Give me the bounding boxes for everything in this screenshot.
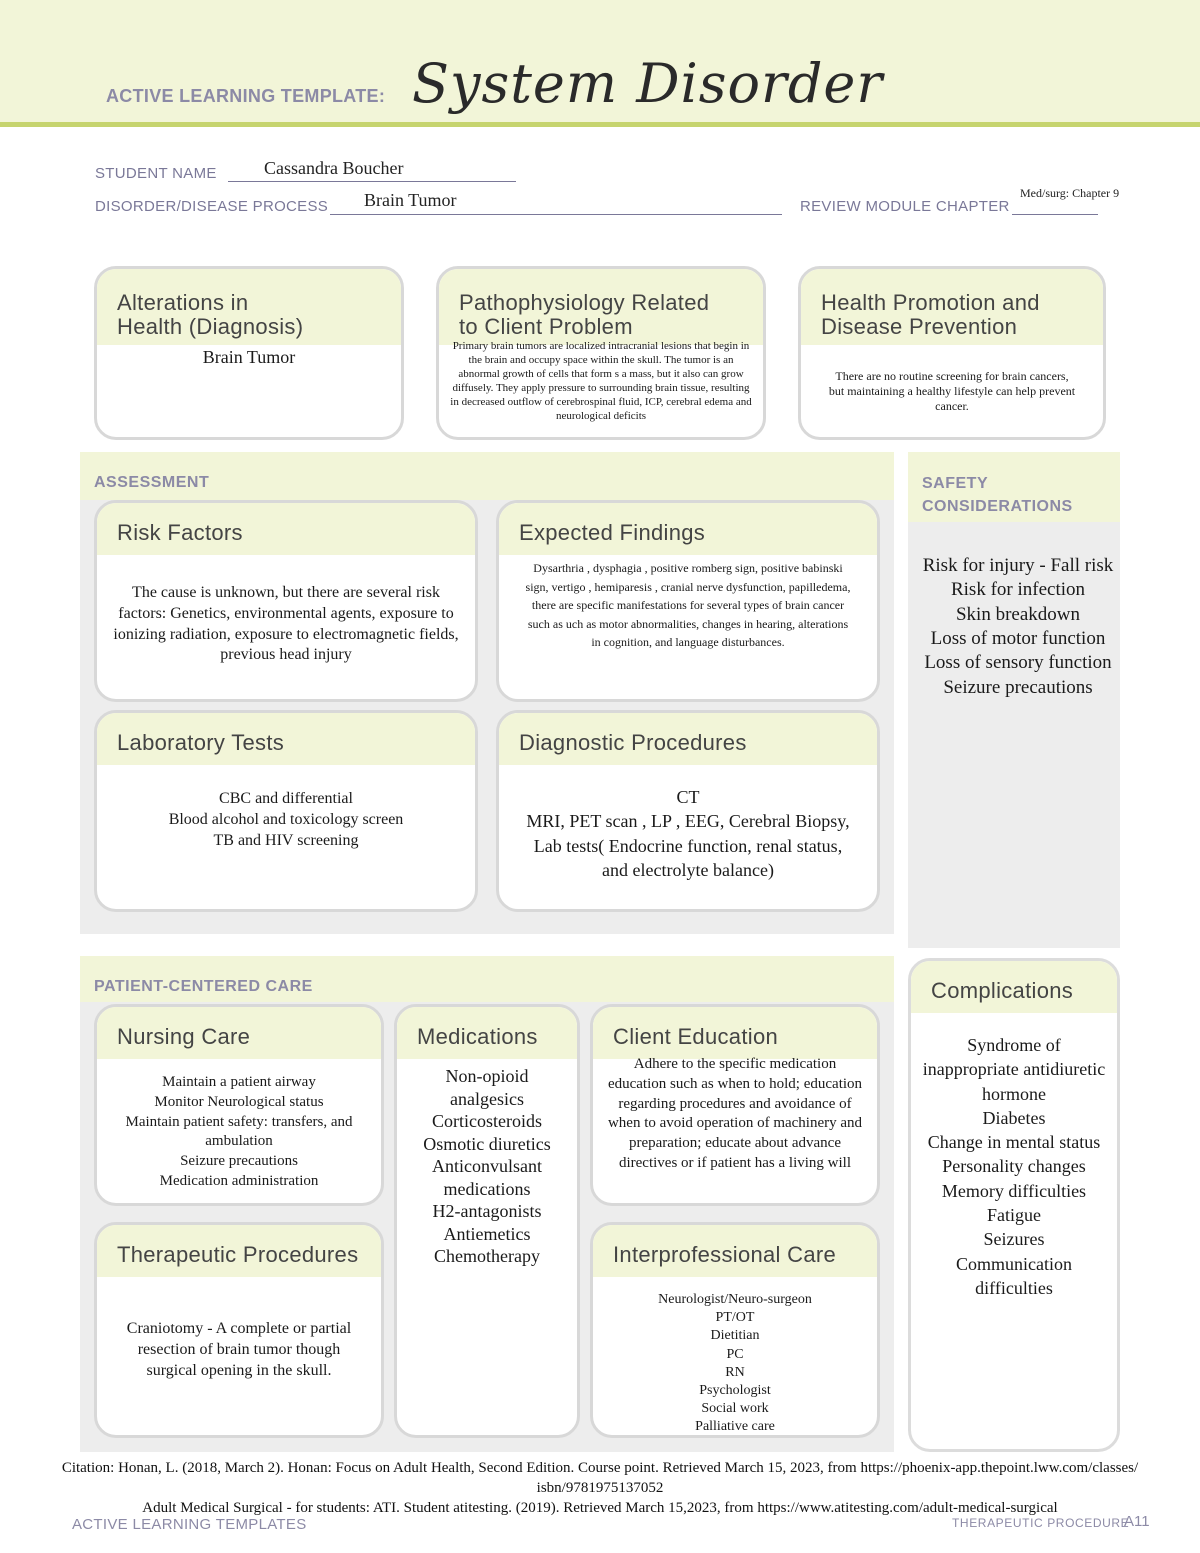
health-promotion-title-line1: Health Promotion and xyxy=(821,290,1040,315)
health-promotion-title xyxy=(801,269,1103,345)
citation-line: Adult Medical Surgical - for students: ATI. Student atitesting. (2019). Retrieved March 15,2023, from https://www.atitesting.com/adult-medical-surgical xyxy=(142,1500,1058,1516)
diagnostic-item: CT xyxy=(676,787,700,807)
complications-card xyxy=(908,958,1120,1452)
disorder-line xyxy=(330,214,782,215)
medication-item: Chemotherapy xyxy=(434,1246,540,1266)
review-module-field[interactable]: Med/surg: Chapter 9 xyxy=(1020,186,1120,200)
health-promotion-card xyxy=(798,266,1106,440)
header-rule xyxy=(0,122,1200,127)
page-number: A11 xyxy=(1124,1513,1150,1530)
alterations-body: Brain Tumor xyxy=(202,347,296,367)
medication-item: Corticosteroids xyxy=(432,1111,542,1131)
safety-panel xyxy=(908,452,1120,948)
diagnostic-procedures-body xyxy=(499,765,877,882)
pathophysiology-title xyxy=(439,269,763,345)
diagnostic-procedures-card xyxy=(496,710,880,912)
complication-item: Fatigue xyxy=(987,1205,1041,1226)
interprofessional-care-title: Interprofessional Care xyxy=(593,1225,877,1277)
safety-heading xyxy=(922,472,1073,518)
alterations-title xyxy=(97,269,401,345)
alterations-title-line2: Health (Diagnosis) xyxy=(117,314,304,340)
safety-item: Risk for injury - Fall risk xyxy=(922,555,1114,576)
pathophysiology-title-line1: Pathophysiology Related xyxy=(459,290,710,315)
interprofessional-item: Psychologist xyxy=(699,1382,771,1398)
interprofessional-item: PC xyxy=(726,1346,744,1362)
review-module-line xyxy=(1012,214,1098,215)
nursing-care-item: Medication administration xyxy=(159,1172,319,1189)
safety-heading-line2: CONSIDERATIONS xyxy=(922,498,1073,516)
complication-item: Diabetes xyxy=(982,1107,1046,1128)
nursing-care-card xyxy=(94,1004,384,1206)
complication-item: Memory difficulties xyxy=(941,1180,1087,1201)
nursing-care-title: Nursing Care xyxy=(97,1007,381,1059)
disorder-label: DISORDER/DISEASE PROCESS xyxy=(95,198,329,215)
risk-factors-body: The cause is unknown, but there are several risk factors: Genetics, environmental agents, exposure to ionizing radiation, exposure to electromagnetic fields, previous head injury xyxy=(113,584,459,664)
interprofessional-item: PT/OT xyxy=(715,1310,755,1326)
complication-item: Change in mental status xyxy=(927,1132,1101,1153)
medication-item: H2-antagonists xyxy=(432,1201,542,1221)
pathophysiology-body: Primary brain tumors are localized intracranial lesions that begin in the brain and occupy space within the skull. The tumor is an abnormal growth of cells that form s a mass, but it also can grow diffusely. They apply pressure to surrounding brain tissue, resulting in decreased outflow of cerebrospinal fluid, ICP, cerebral edema and neurological deficits xyxy=(450,340,752,423)
student-name-line xyxy=(228,181,516,182)
assessment-heading: ASSESSMENT xyxy=(94,474,210,491)
nursing-care-item: Monitor Neurological status xyxy=(154,1093,324,1110)
pathophysiology-title-line2: to Client Problem xyxy=(459,314,633,340)
therapeutic-procedures-card xyxy=(94,1222,384,1438)
complications-title: Complications xyxy=(911,961,1117,1013)
citation-line: Citation: Honan, L. (2018, March 2). Honan: Focus on Adult Health, Second Edition. Course point. Retrieved March 15, 2023, from https://phoenix-app.thepoint.lww.com/classes/ xyxy=(61,1460,1139,1476)
lab-test-item: TB and HIV screening xyxy=(213,831,359,849)
safety-item: Seizure precautions xyxy=(943,676,1093,698)
nursing-care-body xyxy=(97,1059,381,1192)
interprofessional-item: Dietitian xyxy=(710,1328,760,1344)
page-title: System Disorder xyxy=(412,52,884,115)
diagnostic-item: MRI, PET scan , LP , EEG, Cerebral Biopsy, Lab tests( Endocrine function, renal status, and electrolyte balance) xyxy=(526,811,850,880)
footer-left-label: ACTIVE LEARNING TEMPLATES xyxy=(72,1516,307,1533)
template-label: ACTIVE LEARNING TEMPLATE: xyxy=(106,86,386,106)
complication-item: Personality changes xyxy=(942,1156,1086,1177)
interprofessional-care-card xyxy=(590,1222,880,1438)
safety-item: Loss of motor function xyxy=(930,627,1106,649)
expected-findings-body: Dysarthria , dysphagia , positive romberg sign, positive babinski sign, vertigo , hemiparesis , cranial nerve dysfunction, papilledema, there are specific manifestations for several types of brain cancer such as uch as motor abnormalities, changes in hearing, alterations in cognition, and language disturbances. xyxy=(525,561,851,650)
expected-findings-title: Expected Findings xyxy=(499,503,877,555)
risk-factors-card xyxy=(94,500,478,702)
medication-item: Osmotic diuretics xyxy=(423,1133,551,1154)
lab-test-item: CBC and differential xyxy=(219,790,353,807)
nursing-care-item: Maintain a patient airway xyxy=(162,1074,316,1090)
safety-heading-line1: SAFETY xyxy=(922,475,989,492)
interprofessional-item: Palliative care xyxy=(695,1419,775,1435)
interprofessional-care-body xyxy=(593,1277,877,1437)
patient-care-heading: PATIENT-CENTERED CARE xyxy=(94,978,313,995)
safety-item: Skin breakdown xyxy=(955,603,1080,625)
medications-body xyxy=(397,1059,577,1268)
complications-body xyxy=(911,1013,1117,1300)
nursing-care-item: Maintain patient safety: transfers, and ambulation xyxy=(125,1113,353,1150)
health-promotion-title-line2: Disease Prevention xyxy=(821,314,1018,340)
review-module-label: REVIEW MODULE CHAPTER xyxy=(800,198,1010,215)
safety-list xyxy=(918,554,1118,700)
alterations-card xyxy=(94,266,404,440)
laboratory-tests-card xyxy=(94,710,478,912)
diagnostic-procedures-title: Diagnostic Procedures xyxy=(499,713,877,765)
citation-line: isbn/9781975137052 xyxy=(536,1480,664,1496)
pathophysiology-card xyxy=(436,266,766,440)
lab-test-item: Blood alcohol and toxicology screen xyxy=(168,810,404,828)
laboratory-tests-body xyxy=(97,765,475,851)
health-promotion-body: There are no routine screening for brain cancers, but maintaining a healthy lifestyle can help prevent cancer. xyxy=(828,369,1076,413)
risk-factors-title: Risk Factors xyxy=(97,503,475,555)
complication-item: Communication difficulties xyxy=(956,1253,1072,1298)
therapeutic-procedures-body: Craniotomy - A complete or partial resection of brain tumor though surgical opening in the skull. xyxy=(126,1320,352,1379)
safety-item: Loss of sensory function xyxy=(924,652,1112,674)
client-education-card xyxy=(590,1004,880,1206)
interprofessional-item: Neurologist/Neuro-surgeon xyxy=(658,1292,812,1307)
alterations-title-line1: Alterations in xyxy=(117,290,249,315)
medications-card xyxy=(394,1004,580,1438)
interprofessional-item: RN xyxy=(725,1364,745,1380)
disorder-field[interactable]: Brain Tumor xyxy=(364,190,457,210)
complication-item: Syndrome of inappropriate antidiuretic hormone xyxy=(922,1035,1106,1104)
footer-right-label: THERAPEUTIC PROCEDURE xyxy=(952,1516,1130,1530)
client-education-title: Client Education xyxy=(593,1007,877,1059)
therapeutic-procedures-title: Therapeutic Procedures xyxy=(97,1225,381,1277)
client-education-body: Adhere to the specific medication education such as when to hold; education regarding procedures and avoidance of when to avoid operation of machinery and preparation; educate about advance directives or if patient has a living will xyxy=(607,1056,863,1171)
medications-title: Medications xyxy=(397,1007,577,1059)
student-name-field[interactable]: Cassandra Boucher xyxy=(264,158,404,178)
complication-item: Seizures xyxy=(983,1229,1045,1250)
nursing-care-item: Seizure precautions xyxy=(180,1153,298,1170)
expected-findings-card xyxy=(496,500,880,702)
medication-item: Anticonvulsant medications xyxy=(432,1156,542,1199)
interprofessional-item: Social work xyxy=(701,1401,769,1417)
safety-item: Risk for infection xyxy=(950,579,1086,601)
student-name-label: STUDENT NAME xyxy=(95,165,217,182)
medication-item: Antiemetics xyxy=(443,1223,531,1244)
laboratory-tests-title: Laboratory Tests xyxy=(97,713,475,765)
medication-item: Non-opioid analgesics xyxy=(445,1066,529,1109)
